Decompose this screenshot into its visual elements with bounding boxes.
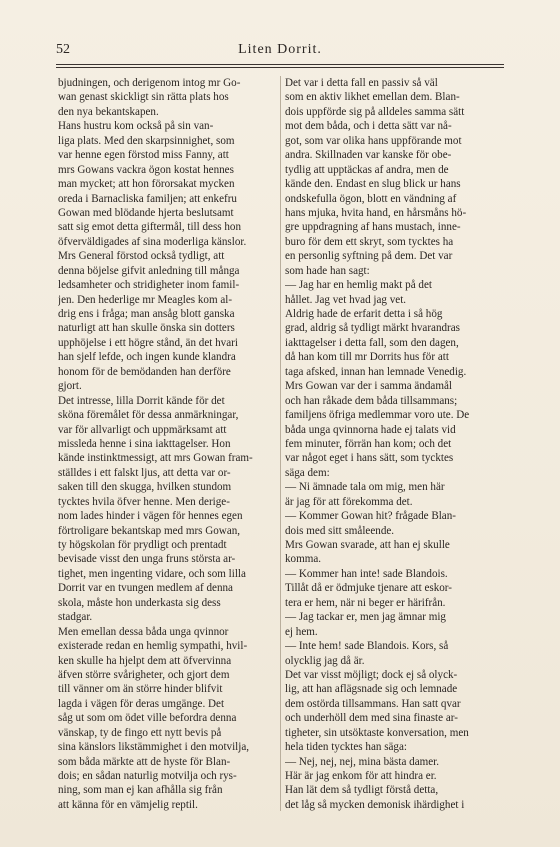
left-text-column bbox=[58, 76, 277, 812]
text-line: Aldrig hade de erfarit detta i så hög bbox=[285, 308, 443, 320]
text-line: sina känslors likstämmighet i den motvilja, bbox=[58, 741, 250, 754]
text-line: dois; en sådan naturlig motvilja och rys- bbox=[58, 770, 237, 782]
text-line: nom lades hinder i vägen för hennes egen bbox=[58, 510, 243, 523]
text-line: honom för de bemödanden han derföre bbox=[58, 365, 231, 378]
text-line: kände instinktmessigt, att mrs Gowan fram- bbox=[58, 452, 253, 465]
text-line: Mrs Gowan svarade, att han ej skulle bbox=[285, 539, 450, 551]
text-line: han sjelf lefde, och ingen kunde klandra bbox=[58, 351, 236, 364]
text-line: tigheter, sin utsöktaste konversation, men bbox=[285, 726, 469, 739]
text-line: saken till den skugga, hvilken stundom bbox=[58, 481, 232, 494]
text-line: — Kommer Gowan hit? frågade Blan- bbox=[285, 510, 456, 523]
text-line: Hans hustru kom också på sin van- bbox=[58, 120, 214, 133]
text-line: som båda märkte att de hyste för Blan- bbox=[58, 755, 231, 768]
text-line: kände den. Endast en slug blick ur hans bbox=[285, 178, 461, 191]
text-line: Men emellan dessa båda unga qvinnor bbox=[58, 625, 229, 638]
text-line: att känna för en vämjelig reptil. bbox=[58, 798, 198, 811]
text-line: vänskap, ty de fingo ett nytt bevis på bbox=[58, 726, 222, 739]
text-line: Här är jag enkom för att hindra er. bbox=[285, 770, 437, 782]
text-line: naturligt att han skulle önska sin dotters bbox=[58, 322, 235, 335]
text-line: mrs Gowans vackra ögon kostat hennes bbox=[58, 163, 234, 176]
text-line: komma. bbox=[285, 553, 322, 566]
text-line: hela tiden tycktes han säga: bbox=[285, 741, 407, 754]
text-line: Han lät dem så tydligt förstå detta, bbox=[285, 784, 439, 797]
text-line: taga afsked, innan han lemnade Venedig. bbox=[285, 365, 467, 378]
text-line: — Ni ämnade tala om mig, men här bbox=[285, 481, 445, 494]
text-line: äfven större svårigheter, och gjort dem bbox=[58, 668, 230, 681]
text-line: är jag för att förekomma det. bbox=[285, 495, 413, 508]
text-line: lig, att han aflägsnade sig och lemnade bbox=[285, 683, 458, 696]
text-line: och han råkade dem båda tillsammans; bbox=[285, 394, 458, 407]
text-line: fem minuter, förrän han kom; och det bbox=[285, 437, 452, 450]
text-line: drig ens i fråga; man ansåg blott ganska bbox=[58, 308, 235, 320]
text-line: Det var i detta fall en passiv så väl bbox=[285, 77, 438, 89]
text-line: dois med sitt småleende. bbox=[285, 524, 395, 537]
text-line: — Inte hem! sade Blandois. Kors, så bbox=[285, 640, 449, 653]
text-line: säga dem: bbox=[285, 466, 330, 479]
text-line: man mycket; att hon förorsakat mycken bbox=[58, 178, 235, 191]
text-line: missleda henne i sina iakttagelser. Hon bbox=[58, 437, 231, 450]
text-line: och underhöll dem med sina finaste ar- bbox=[285, 712, 458, 725]
text-line: ning, som man ej kan afhålla sig från bbox=[58, 784, 223, 797]
text-line: ken skulle ha hjelpt dem att öfvervinna bbox=[58, 654, 232, 667]
text-line: dem ostörda tillsammans. Han satt qvar bbox=[285, 697, 461, 710]
page-number: 52 bbox=[56, 42, 70, 57]
text-line: — Jag tackar er, men jag ämnar mig bbox=[285, 611, 446, 624]
right-text-column bbox=[285, 76, 505, 812]
text-line: Mrs General förstod också tydligt, att bbox=[58, 250, 225, 263]
text-line: tera er hem, när ni beger er härifrån. bbox=[285, 596, 446, 609]
text-line: liga plats. Med den skarpsinnighet, som bbox=[58, 134, 235, 147]
text-line: ställdes i ett falskt ljus, att detta var or- bbox=[58, 466, 231, 479]
page-header bbox=[56, 42, 504, 62]
text-line: — Nej, nej, nej, mina bästa damer. bbox=[285, 755, 440, 768]
text-line: sköna föremålet för dessa anmärkningar, bbox=[58, 409, 239, 422]
text-line: ledsamheter och stridigheter inom famil- bbox=[58, 279, 240, 292]
text-line: som en aktiv likhet emellan dem. Blan- bbox=[285, 91, 460, 104]
text-line: ty högskolan för prydligt och prentadt bbox=[58, 539, 227, 551]
text-line: var något eget i hans sätt, som tycktes bbox=[285, 452, 454, 465]
text-line: ondskefulla ögon, blott en vändning af bbox=[285, 192, 457, 205]
text-line: tighet, men ingenting vidare, och som lilla bbox=[58, 567, 246, 580]
text-line: skola, måste hon underkasta sig dess bbox=[58, 596, 221, 609]
text-line: Gowan med blödande hjerta beslutsamt bbox=[58, 206, 234, 219]
text-line: iakttagelser i detta fall, som den dagen, bbox=[285, 336, 459, 349]
text-line: upphöjelse i ett högre stånd, än det hvari bbox=[58, 336, 238, 349]
text-line: hållet. Jag vet hvad jag vet. bbox=[285, 293, 407, 306]
text-line: som hade han sagt: bbox=[285, 264, 370, 277]
text-line: bjudningen, och derigenom intog mr Go- bbox=[58, 77, 241, 89]
text-line: hans mjuka, hvita hand, en hårsmåns hö- bbox=[285, 206, 467, 219]
text-line: denna böjelse gifvit anledning till många bbox=[58, 264, 240, 277]
text-line: då han kom till mr Dorrits hus för att bbox=[285, 351, 449, 364]
text-line: andra. Skillnaden var kanske för obe- bbox=[285, 149, 452, 162]
text-line: familjens öfriga medlemmar voro ute. De bbox=[285, 409, 470, 422]
text-line: Dorrit var en tvungen medlem af denna bbox=[58, 582, 233, 595]
text-line: dois uppförde sig på alldeles samma sätt bbox=[285, 105, 465, 118]
text-line: stadgar. bbox=[58, 611, 93, 624]
text-line: det låg så mycken demonisk ihärdighet i bbox=[285, 798, 465, 811]
text-line: tydlig att upptäckas af andra, men de bbox=[285, 163, 449, 176]
text-line: Mrs Gowan var der i samma ändamål bbox=[285, 380, 452, 393]
text-line: till vänner om än större hinder blifvit bbox=[58, 683, 223, 696]
text-line: Tillåt då er ödmjuke tjenare att eskor- bbox=[285, 582, 452, 595]
header-rule bbox=[56, 64, 504, 65]
text-line: var för allvarligt och uppmärksamt att bbox=[58, 423, 227, 436]
text-line: satt sig emot detta giftermål, till dess hon bbox=[58, 221, 242, 234]
text-line: — Kommer han inte! sade Blandois. bbox=[285, 567, 448, 580]
text-line: existerade redan en hemlig sympathi, hvil- bbox=[58, 640, 248, 653]
text-line: grad, aldrig så tydligt märkt hvarandras bbox=[285, 322, 460, 335]
text-line: mot dem båda, och i detta sätt var nå- bbox=[285, 120, 452, 133]
text-line: — Jag har en hemlig makt på det bbox=[285, 279, 432, 292]
text-line: såg ut som om ödet ville befordra denna bbox=[58, 712, 237, 725]
text-line: den nya bekantskapen. bbox=[58, 105, 159, 118]
text-line: var henne egen förstod miss Fanny, att bbox=[58, 149, 229, 162]
text-line: gre uppdragning af hans mustach, inne- bbox=[285, 221, 461, 234]
text-line: tycktes hvila öfver henne. Men derige- bbox=[58, 495, 230, 508]
text-line: gjort. bbox=[58, 380, 82, 393]
text-line: lagda i vägen för deras umgänge. Det bbox=[58, 697, 225, 710]
text-line: oreda i Barnacliska familjen; att enkefru bbox=[58, 192, 237, 205]
column-divider bbox=[280, 76, 281, 811]
text-line: olycklig jag då är. bbox=[285, 654, 365, 667]
text-line: ej hem. bbox=[285, 625, 318, 638]
text-line: förtroligare bekantskap med mrs Gowan, bbox=[58, 524, 241, 537]
text-line: en personlig syftning på dem. Det var bbox=[285, 250, 453, 263]
text-line: wan genast skickligt sin rätta plats hos bbox=[58, 91, 229, 104]
text-line: buro för dem ett skryt, som tycktes ha bbox=[285, 235, 454, 248]
text-line: got, som var olika hans uppförande mot bbox=[285, 134, 462, 147]
header-rule-secondary bbox=[56, 67, 504, 68]
text-line: öfverväldigades af sina moderliga känslor. bbox=[58, 235, 247, 248]
running-title: Liten Dorrit. bbox=[238, 42, 322, 57]
text-line: Det intresse, lilla Dorrit kände för det bbox=[58, 394, 225, 407]
text-line: jen. Den hederlige mr Meagles kom al- bbox=[58, 293, 233, 306]
text-line: båda unga qvinnorna hade ej talats vid bbox=[285, 423, 456, 436]
text-line: Det var visst möjligt; dock ej så olyck- bbox=[285, 668, 458, 681]
text-line: bevisade visst den unga fruns största ar- bbox=[58, 553, 236, 566]
